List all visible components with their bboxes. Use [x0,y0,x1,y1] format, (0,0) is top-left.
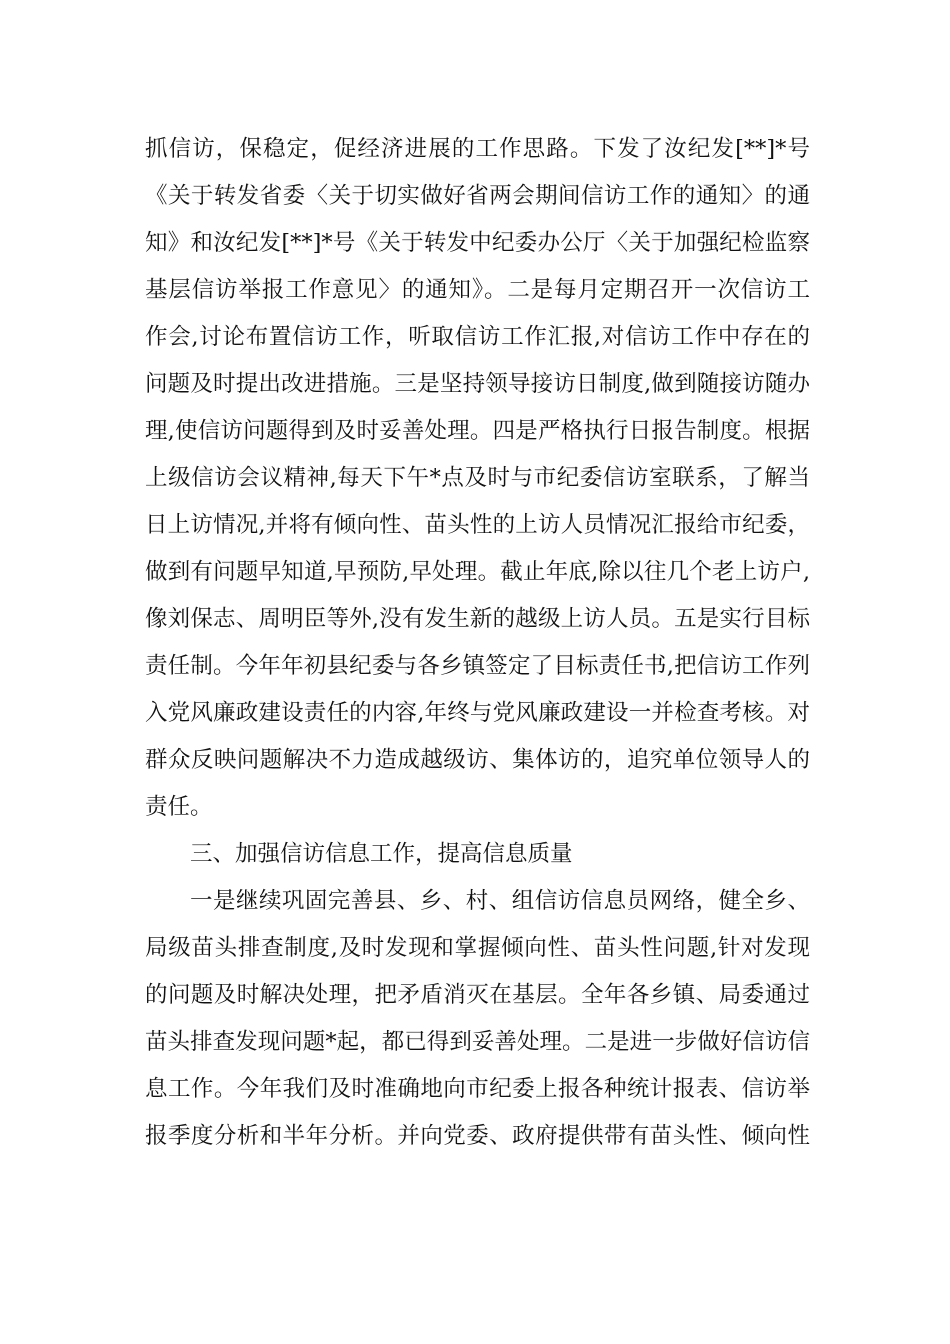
section-heading: 三、加强信访信息工作，提高信息质量 [190,841,573,867]
paragraph-line: 理,使信访问题得到及时妥善处理。四是严格执行日报告制度。根据 [145,418,810,444]
paragraph-line: 局级苗头排查制度,及时发现和掌握倾向性、苗头性问题,针对发现 [145,935,810,961]
paragraph-line: 苗头排查发现问题*起，都已得到妥善处理。二是进一步做好信访信 [145,1029,810,1055]
paragraph-line: 的问题及时解决处理，把矛盾消灭在基层。全年各乡镇、局委通过 [145,982,810,1008]
paragraph-line: 作会,讨论布置信访工作，听取信访工作汇报,对信访工作中存在的 [145,324,810,350]
paragraph-line: 群众反映问题解决不力造成越级访、集体访的，追究单位领导人的 [145,747,810,773]
paragraph-line: 责任制。今年年初县纪委与各乡镇签定了目标责任书,把信访工作列 [145,653,810,679]
paragraph-line: 日上访情况,并将有倾向性、苗头性的上访人员情况汇报给市纪委， [145,512,810,538]
paragraph-line: 报季度分析和半年分析。并向党委、政府提供带有苗头性、倾向性 [145,1123,810,1149]
paragraph-line-last: 责任。 [145,794,213,820]
paragraph-line: 上级信访会议精神,每天下午*点及时与市纪委信访室联系，了解当 [145,465,810,491]
paragraph-line-first: 一是继续巩固完善县、乡、村、组信访信息员网络，健全乡、 [190,888,810,914]
paragraph-line: 像刘保志、周明臣等外,没有发生新的越级上访人员。五是实行目标 [145,606,810,632]
paragraph-line: 息工作。今年我们及时准确地向市纪委上报各种统计报表、信访举 [145,1076,810,1102]
paragraph-line: 抓信访，保稳定，促经济进展的工作思路。下发了汝纪发[**]*号 [145,136,810,162]
paragraph-line: 做到有问题早知道,早预防,早处理。截止年底,除以往几个老上访户, [145,559,810,585]
paragraph-line: 问题及时提出改进措施。三是坚持领导接访日制度,做到随接访随办 [145,371,810,397]
paragraph-line: 入党风廉政建设责任的内容,年终与党风廉政建设一并检查考核。对 [145,700,810,726]
body-text [145,126,810,1160]
paragraph-line: 知》和汝纪发[**]*号《关于转发中纪委办公厅〈关于加强纪检监察 [145,230,810,256]
paragraph-line: 基层信访举报工作意见〉的通知》。二是每月定期召开一次信访工 [145,277,810,303]
paragraph-line: 《关于转发省委〈关于切实做好省两会期间信访工作的通知〉的通 [145,183,810,209]
